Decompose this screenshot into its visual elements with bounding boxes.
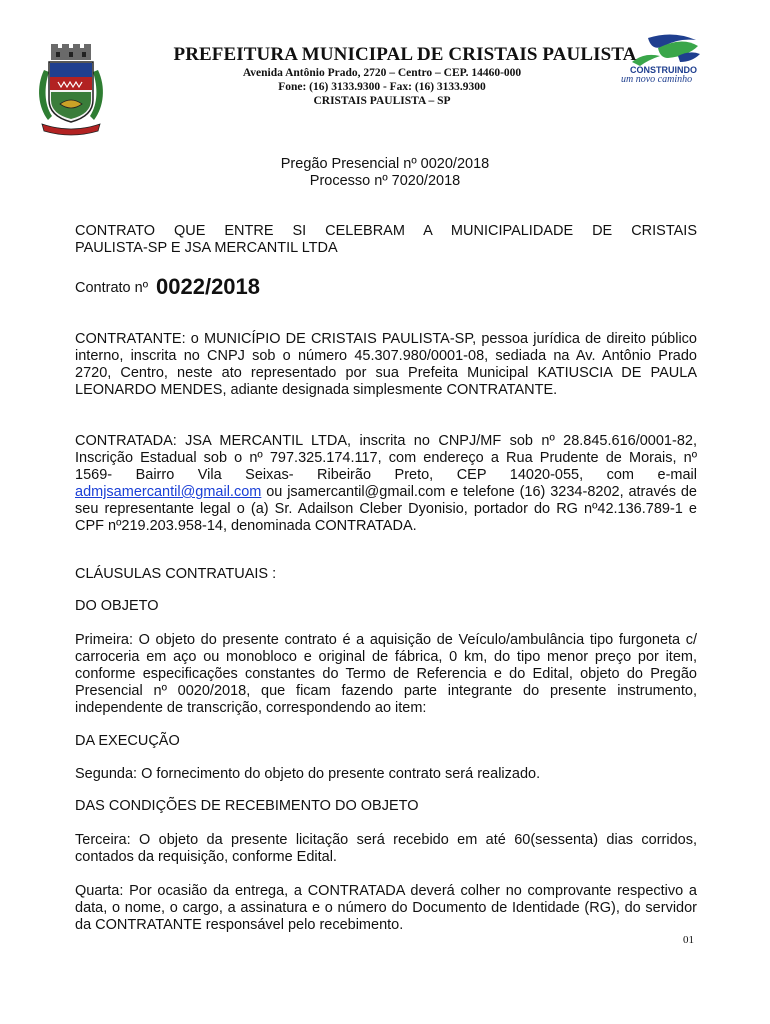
org-city: CRISTAIS PAULISTA – SP [313, 95, 451, 107]
contract-number-row [75, 272, 260, 298]
clausulas-heading: CLÁUSULAS CONTRATUAIS : [75, 566, 277, 582]
da-execucao-heading: DA EXECUÇÃO [75, 733, 180, 749]
processo-reference: Processo nº 7020/2018 [309, 173, 461, 189]
org-name: PREFEITURA MUNICIPAL DE CRISTAIS PAULISTA [173, 44, 637, 65]
contratada-text-start: CONTRATADA: JSA MERCANTIL LTDA, inscrita no CNPJ/MF sob nº 28.845.616/0001-82, Inscrição Estadual sob o nº 797.325.174.117, com endereço a Rua Prudente de Morais, nº 1569- Bairro Vila Seixas- Ribeirão Preto, CEP 14020-055, com e-mail [75, 433, 697, 483]
clause-primeira: Primeira: O objeto do presente contrato é a aquisição de Veículo/ambulância tipo furgoneta c/ carroceria em aço ou monobloco e original de fábrica, 0 km, do tipo menor preço por item, conforme especificações constantes do Termo de Referencia e do Edital, objeto do Pregão Presencial nº 0020/2018, que ficam fazendo parte integrante do presente instrumento, independente de transcrição, correspondendo ao item: [75, 632, 697, 716]
contratada-paragraph [75, 433, 697, 535]
logo-slogan-bottom: um novo caminho [621, 74, 693, 84]
contract-title [75, 223, 697, 257]
contratante-paragraph: CONTRATANTE: o MUNICÍPIO DE CRISTAIS PAULISTA-SP, pessoa jurídica de direito público interno, inscrita no CNPJ sob o número 45.307.980/0001-08, sediada na Av. Antônio Prado 2720, Centro, neste ato representado por sua Prefeita Municipal KATIUSCIA DE PAULA LEONARDO MENDES, adiante designada simplesmente CONTRATANTE. [75, 331, 697, 398]
clause-terceira: Terceira: O objeto da presente licitação será recebido em até 60(sessenta) dias corridos, contados da requisição, conforme Edital. [75, 832, 697, 865]
contract-number-label: Contrato nº [75, 280, 149, 296]
contract-number: 0022/2018 [156, 274, 261, 299]
contratada-email-link[interactable]: admjsamercantil@gmail.com [75, 484, 262, 500]
contract-title-line1: CONTRATO QUE ENTRE SI CELEBRAM A MUNICIPALIDADE DE CRISTAIS [75, 223, 697, 239]
pregao-reference: Pregão Presencial nº 0020/2018 [280, 156, 490, 172]
logo-slogan-top: CONSTRUINDO [630, 65, 697, 75]
page-number: 01 [683, 934, 694, 946]
das-condicoes-heading: DAS CONDIÇÕES DE RECEBIMENTO DO OBJETO [75, 798, 419, 814]
contratada-text-end: ou jsamercantil@gmail.com e telefone (16) 3234-8202, através de seu representante legal o (a) Sr. Adailson Cleber Dyonisio, portador do RG nº42.136.789-1 e CPF nº219.203.958-14, denominada CONTRATADA. [75, 484, 697, 534]
contract-title-line2: PAULISTA-SP E JSA MERCANTIL LTDA [75, 240, 338, 256]
org-phone: Fone: (16) 3133.9300 - Fax: (16) 3133.9300 [278, 81, 486, 93]
clause-segunda: Segunda: O fornecimento do objeto do presente contrato será realizado. [75, 766, 541, 782]
org-address: Avenida Antônio Prado, 2720 – Centro – CEP. 14460-000 [242, 67, 522, 79]
do-objeto-heading: DO OBJETO [75, 598, 159, 614]
clause-quarta: Quarta: Por ocasião da entrega, a CONTRATADA deverá colher no comprovante respectivo a data, o nome, o cargo, a assinatura e o número do Documento de Identidade (RG), do servidor da CONTRATANTE responsável pelo recebimento. [75, 883, 697, 933]
